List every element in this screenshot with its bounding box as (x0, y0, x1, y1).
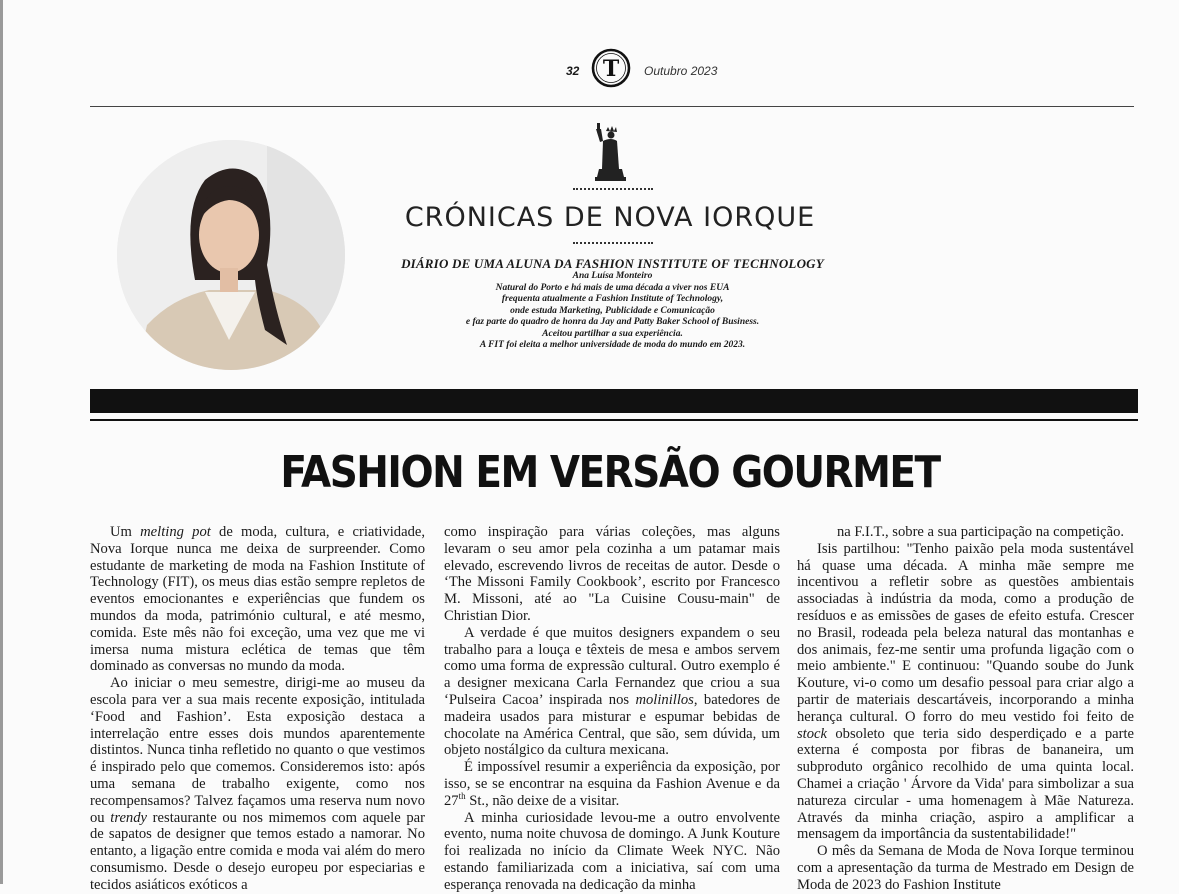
header-rule (90, 106, 1134, 107)
paragraph: Ao iniciar o meu semestre, dirigi-me ao museu da escola para ver a sua mais recente exposição, intitulada ‘Food and Fashion’. Esta exposição destaca a interrelação entre esses dois mundos aparentemente distintos. Nunca tinha refletido no quanto o que vestimos é inspirado pelo que comemos. Consideremos isto: após uma semana de trabalho exigente, como nos recompensamos? Talvez façamos uma reserva num novo ou trendy restaurante ou nos mimemos com aquele par de sapatos de designer que temos estado a namorar. No entanto, a ligação entre comida e moda vai além do mero consumismo. Desde o desejo europeu por especiarias e tecidos asiáticos exóticos a (90, 675, 425, 893)
article-headline: FASHION EM VERSÃO GOURMET (280, 448, 940, 499)
paragraph: Isis partilhou: "Tenho paixão pela moda sustentável há quase uma década. A minha mãe sempre me incentivou a refletir sobre as questões ambientais associadas à indústria da moda, como a produção de resíduos e as emissões de gases de efeito estufa. Crescer no Brasil, rodeada pela beleza natural das montanhas e dos animais, fez-me sentir uma profunda ligação com o meio ambiente." E continuou: "Quando soube do Junk Kouture, vi-o como um desafio pessoal para criar algo a partir de materiais descartáveis, incorporando a minha herança cultural. O forro do meu vestido foi feito de stock obsoleto que teria sido desperdiçado e a parte externa é composta por fibras de bananeira, um subproduto orgânico recolhido de uma quinta local. Chamei a criação ' Árvore da Vida' para simbolizar a sua natureza circular - uma homenagem à Mãe Natureza. Através da minha criação, aspiro a amplificar a mensagem da importância da sustentabilidade!" (797, 540, 1134, 843)
bio-line: Natural do Porto e há mais de uma década a viver nos EUA (495, 282, 730, 293)
paragraph: Um melting pot de moda, cultura, e criatividade, Nova Iorque nunca me deixa de surpreender. Como estudante de marketing de moda na Fashion Institute of Technology (FIT), os meus dias estão sempre repletos de eventos emocionantes e experiências que fundem os mundos da moda, património cultural, e até mesmo, comida. Este mês não foi exceção, uma vez que me vi imersa numa mistura eclética de temas que têm dominado as conversas no mundo da moda. (90, 524, 426, 675)
column-title: CRÓNICAS DE NOVA IORQUE (404, 202, 816, 233)
paragraph: A minha curiosidade levou-me a outro envolvente evento, numa noite chuvosa de domingo. A Junk Kouture foi realizada no início da Climate Week NYC. Não estando familiarizada com a iniciativa, saí com uma esperança renovada na dedicação da minha (444, 809, 780, 893)
page-number: 32 (566, 64, 580, 78)
logo-letter: T (602, 56, 620, 82)
bio-line: e faz parte do quadro de honra da Jay and Patty Baker School of Business. (465, 317, 760, 327)
paragraph: na F.I.T., sobre a sua participação na competição. (837, 524, 1125, 540)
ornament-divider (573, 188, 653, 190)
issue-date: Outubro 2023 (644, 64, 718, 78)
bio-line: A FIT foi eleita a melhor universidade de moda do mundo em 2023. (479, 340, 746, 350)
author-portrait (117, 140, 345, 370)
section-bar (90, 389, 1138, 413)
paragraph: O mês da Semana de Moda de Nova Iorque terminou com a apresentação da turma de Mestrado em Design de Moda de 2023 do Fashion Institute (797, 843, 1134, 893)
page-edge (0, 0, 3, 884)
statue-of-liberty-icon (590, 121, 630, 185)
author-name: Ana Luísa Monteiro (572, 271, 653, 281)
bio-line: onde estuda Marketing, Publicidade e Comunicação (510, 305, 715, 316)
bio-line: frequenta atualmente a Fashion Institute of Technology, (501, 294, 724, 304)
article-column-1 (90, 524, 425, 894)
paragraph: como inspiração para várias coleções, mas alguns levaram o seu amor pela cozinha a um patamar mais elevado, escrevendo livros de receitas de autor. Desde o ‘The Missoni Family Cookbook’, escrito por Francesco M. Missoni, até ao "La Cuisine Cousu-main" de Christian Dior. (444, 524, 780, 624)
magazine-logo-icon (591, 48, 631, 88)
article-column-2 (444, 524, 780, 894)
paragraph: É impossível resumir a experiência da exposição, por isso, se se encontrar na esquina da Fashion Avenue e da 27th St., não deixe de a visitar. (444, 759, 780, 809)
author-bio (330, 271, 895, 352)
ornament-divider (573, 242, 653, 244)
column-subtitle: DIÁRIO DE UMA ALUNA DA FASHION INSTITUTE OF TECHNOLOGY (401, 256, 824, 271)
paragraph: A verdade é que muitos designers expandem o seu trabalho para a louça e têxteis de mesa e ambos servem como uma forma de expressão cultural. Outro exemplo é a designer mexicana Carla Fernandez que criou a sua ‘Pulseira Cacoa’ inspirada nos molinillos, batedores de madeira usados para misturar e espumar bebidas de chocolate na América Central, que são, sem dúvida, um objeto nostálgico da cultura mexicana. (444, 624, 780, 759)
article-column-3 (797, 524, 1134, 894)
page-header (0, 45, 1179, 95)
bio-line: Aceitou partilhar a sua experiência. (542, 328, 683, 339)
section-rule (90, 419, 1138, 421)
